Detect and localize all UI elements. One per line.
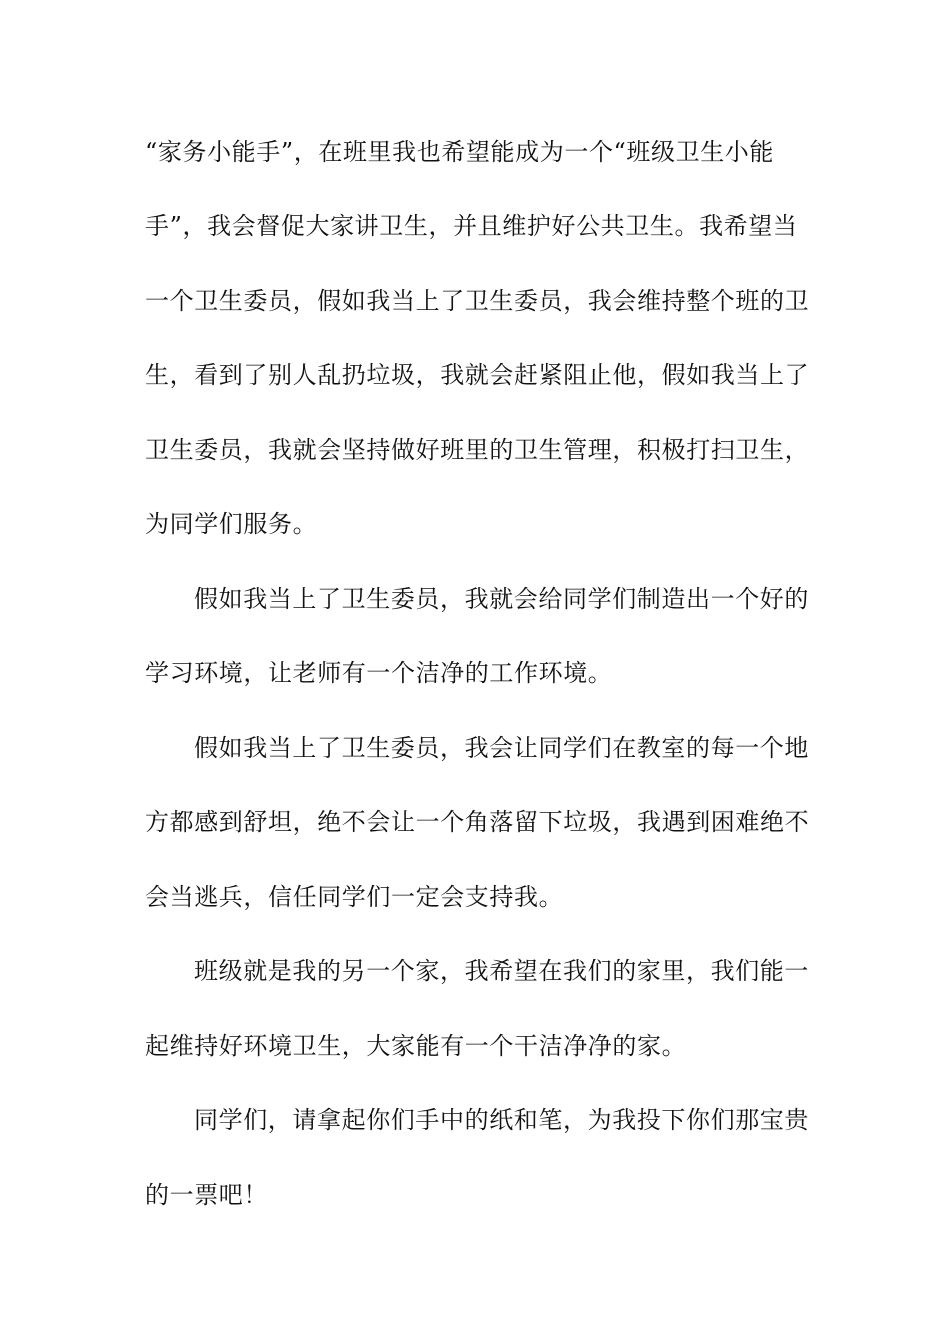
paragraph-start-line: 假如我当上了卫生委员，我会让同学们在教室的每一个地 bbox=[194, 734, 809, 762]
text-line: 学习环境，让老师有一个洁净的工作环境。 bbox=[145, 659, 613, 687]
paragraph-start-line: 班级就是我的另一个家，我希望在我们的家里，我们能一 bbox=[194, 957, 809, 985]
text-line: 的一票吧！ bbox=[145, 1181, 268, 1209]
text-line: 手”，我会督促大家讲卫生，并且维护好公共卫生。我希望当 bbox=[145, 212, 798, 240]
paragraph-start-line: 假如我当上了卫生委员，我就会给同学们制造出一个好的 bbox=[194, 585, 809, 613]
text-line: 一个卫生委员，假如我当上了卫生委员，我会维持整个班的卫 bbox=[145, 287, 810, 315]
text-line: 为同学们服务。 bbox=[145, 510, 318, 538]
paragraph-start-line: 同学们，请拿起你们手中的纸和笔，为我投下你们那宝贵 bbox=[194, 1106, 809, 1134]
text-line: 卫生委员，我就会坚持做好班里的卫生管理，积极打扫卫生， bbox=[145, 436, 810, 464]
text-line: 方都感到舒坦，绝不会让一个角落留下垃圾，我遇到困难绝不 bbox=[145, 808, 810, 836]
text-line: 生，看到了别人乱扔垃圾，我就会赶紧阻止他，假如我当上了 bbox=[145, 361, 810, 389]
text-line: “家务小能手”，在班里我也希望能成为一个“班级卫生小能 bbox=[145, 138, 775, 166]
text-line: 起维持好环境卫生，大家能有一个干洁净净的家。 bbox=[145, 1032, 687, 1060]
text-line: 会当逃兵，信任同学们一定会支持我。 bbox=[145, 883, 564, 911]
